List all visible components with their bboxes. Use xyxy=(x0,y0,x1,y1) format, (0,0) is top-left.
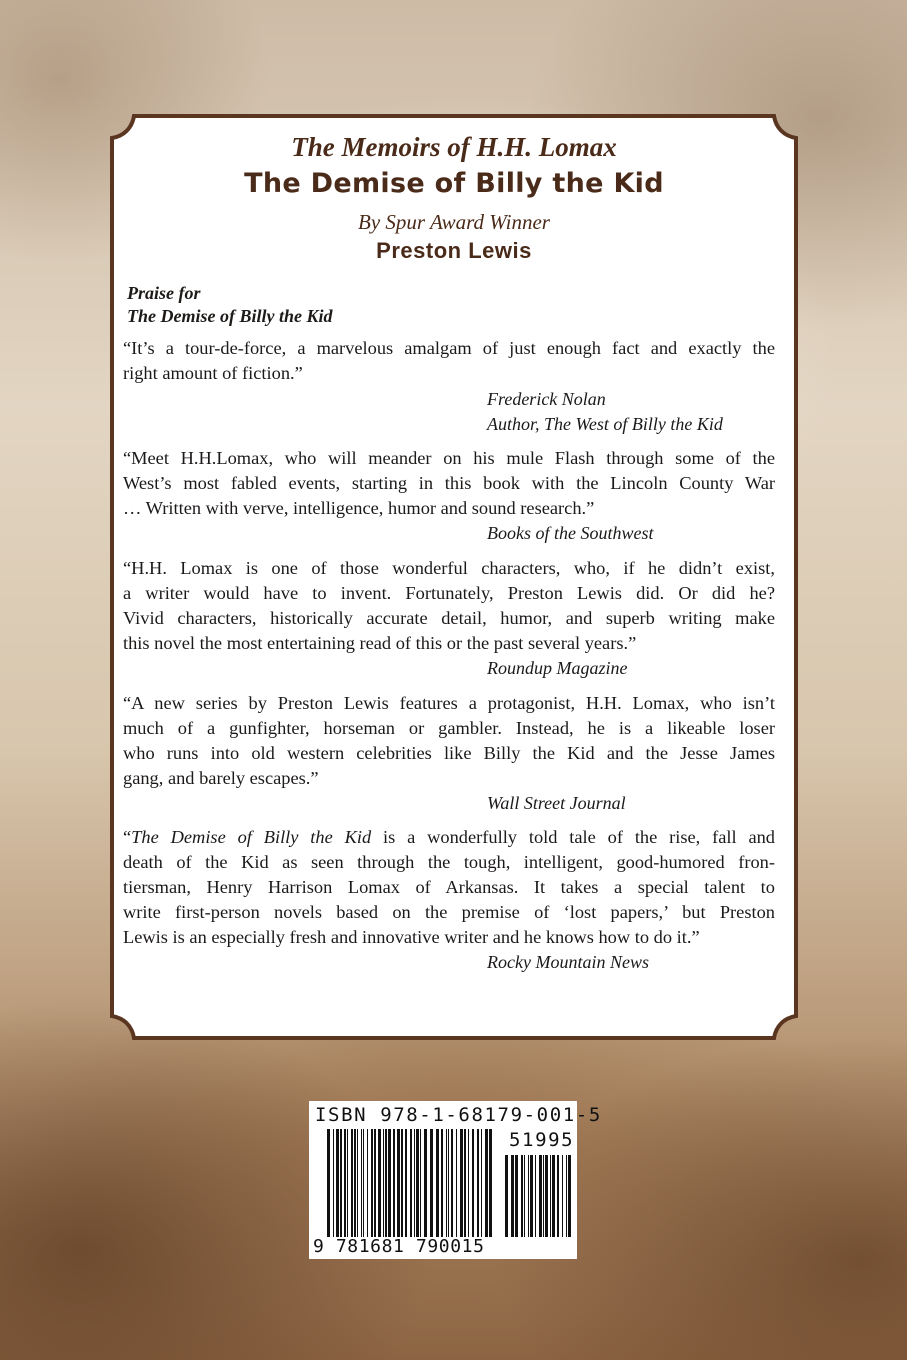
barcode-bar xyxy=(357,1129,358,1237)
quote-line: Vivid characters, historically accurate detail, humor, and superb writing make xyxy=(123,608,775,628)
barcode-bar xyxy=(464,1129,466,1237)
barcode-bar xyxy=(451,1129,453,1237)
barcode-bar xyxy=(336,1129,339,1237)
source-name: Wall Street Journal xyxy=(487,793,626,813)
isbn-label: ISBN 978-1-68179-001-5 xyxy=(315,1104,602,1126)
quote-4 xyxy=(123,691,775,791)
quote-1 xyxy=(123,336,775,386)
barcode-bar xyxy=(535,1155,536,1237)
barcode-bar xyxy=(388,1129,391,1237)
quote-line xyxy=(123,825,775,850)
quote-line: right amount of fiction.” xyxy=(123,363,303,383)
quote-line: gang, and barely escapes.” xyxy=(123,768,319,788)
barcode-bar xyxy=(446,1129,447,1237)
quote-line: “Meet H.H.Lomax, who will meander on his mule Flash through some of the xyxy=(123,448,775,468)
barcode-bar xyxy=(552,1155,555,1237)
praise-line-1: Praise for xyxy=(127,283,201,303)
barcode-bar xyxy=(354,1129,356,1237)
barcode-bar xyxy=(393,1129,395,1237)
barcode-bar xyxy=(568,1155,571,1237)
barcode-bar xyxy=(566,1155,567,1237)
quote-line: Lewis is an especially fresh and innovative writer and he knows how to do it.” xyxy=(123,927,700,947)
praise-heading xyxy=(127,282,332,328)
barcode-bar xyxy=(539,1155,542,1237)
quote-2 xyxy=(123,446,775,521)
barcode-bar xyxy=(416,1129,419,1237)
source-name: Roundup Magazine xyxy=(487,658,628,678)
barcode-bar xyxy=(344,1129,346,1237)
barcode-bar xyxy=(420,1129,421,1237)
barcode-bar xyxy=(405,1129,407,1237)
barcode-bar xyxy=(374,1129,376,1237)
quote-5 xyxy=(123,825,775,950)
barcode-bar xyxy=(367,1129,368,1237)
barcode-bar xyxy=(543,1155,544,1237)
barcode-bar xyxy=(528,1155,529,1237)
quote-2-source xyxy=(487,521,653,546)
quote-open-mark: “ xyxy=(123,827,132,847)
barcode-bar xyxy=(385,1129,387,1237)
book-title: The Demise of Billy the Kid xyxy=(244,168,664,199)
byline: By Spur Award Winner xyxy=(358,210,550,234)
barcode-bar xyxy=(378,1129,381,1237)
quote-line: much of a gunfighter, horseman or gambler. Instead, he is a likeable loser xyxy=(123,718,775,738)
quote-line: death of the Kid as seen through the tough, intelligent, good-humored fron- xyxy=(123,852,775,872)
quote-line-rest: is a wonderfully told tale of the rise, fall and xyxy=(371,827,776,847)
book-title-italic: The Demise of Billy the Kid xyxy=(131,827,372,847)
barcode-bar xyxy=(424,1129,427,1237)
barcode-bar xyxy=(489,1129,492,1237)
quote-4-source xyxy=(487,791,626,816)
quote-line: “It’s a tour-de-force, a marvelous amalgam of just enough fact and exactly the xyxy=(123,338,775,358)
series-title: The Memoirs of H.H. Lomax xyxy=(291,132,617,162)
barcode-bar xyxy=(524,1155,525,1237)
quote-5-source xyxy=(487,950,649,975)
barcode-bar xyxy=(333,1129,334,1237)
barcode-bar xyxy=(351,1129,353,1237)
source-detail: Author, The West of Billy the Kid xyxy=(487,414,723,434)
barcode-bar xyxy=(401,1129,403,1237)
barcode-digits: 9 781681 790015 xyxy=(313,1236,485,1257)
barcode-bar xyxy=(456,1129,457,1237)
barcode-bar xyxy=(363,1129,364,1237)
barcode-bar xyxy=(361,1129,362,1237)
barcode-bar xyxy=(430,1129,433,1237)
barcode-bar xyxy=(511,1155,514,1237)
praise-line-2: The Demise of Billy the Kid xyxy=(127,306,333,326)
quote-3-source xyxy=(487,656,627,681)
quote-line: tiersman, Henry Harrison Lomax of Arkansas. It takes a special talent to xyxy=(123,877,775,897)
source-name: Rocky Mountain News xyxy=(487,952,649,972)
quote-line: this novel the most entertaining read of this or the past several years.” xyxy=(123,633,637,653)
barcode-bar xyxy=(410,1129,412,1237)
barcode-bar xyxy=(327,1129,330,1237)
barcode-bar xyxy=(550,1155,551,1237)
barcode-bar xyxy=(505,1155,508,1237)
barcode-bar xyxy=(485,1129,488,1237)
barcode-bar xyxy=(477,1129,479,1237)
price-code: 51995 xyxy=(509,1129,575,1151)
barcode-bar xyxy=(545,1155,548,1237)
barcode-bar xyxy=(521,1155,523,1237)
barcode-bar xyxy=(562,1155,563,1237)
barcode-bar xyxy=(347,1129,348,1237)
barcode-bar xyxy=(397,1129,400,1237)
barcode-bar xyxy=(530,1155,533,1237)
barcode-bar xyxy=(481,1129,482,1237)
barcode-bar xyxy=(436,1129,439,1237)
quote-line: … Written with verve, intelligence, humor and sound research.” xyxy=(123,498,595,518)
barcode-bar xyxy=(472,1129,474,1237)
barcode-bar xyxy=(340,1129,342,1237)
quote-line: West’s most fabled events, starting in this book with the Lincoln County War xyxy=(123,473,775,493)
source-name: Frederick Nolan xyxy=(487,389,606,409)
barcode-bar xyxy=(448,1129,449,1237)
quote-line: write first-person novels based on the premise of ‘lost papers,’ but Preston xyxy=(123,902,775,922)
quote-line: a writer would have to invent. Fortunately, Preston Lewis did. Or did he? xyxy=(123,583,775,603)
barcode-bar xyxy=(414,1129,415,1237)
quote-line: “A new series by Preston Lewis features a protagonist, H.H. Lomax, who isn’t xyxy=(123,693,775,713)
source-name: Books of the Southwest xyxy=(487,523,654,543)
back-cover-panel xyxy=(108,112,800,1042)
quote-line: “H.H. Lomax is one of those wonderful characters, who, if he didn’t exist, xyxy=(123,558,775,578)
barcode-bar xyxy=(515,1155,518,1237)
quote-1-source xyxy=(487,387,723,437)
barcode-bar xyxy=(371,1129,373,1237)
barcode-bar xyxy=(468,1129,469,1237)
barcode-bar xyxy=(557,1155,559,1237)
quote-line: who runs into old western celebrities like Billy the Kid and the Jesse James xyxy=(123,743,775,763)
isbn-barcode xyxy=(309,1101,602,1259)
barcode-bar xyxy=(383,1129,384,1237)
barcode-bar xyxy=(441,1129,443,1237)
quote-3 xyxy=(123,556,775,656)
author-name: Preston Lewis xyxy=(376,238,532,263)
barcode-bar xyxy=(460,1129,463,1237)
